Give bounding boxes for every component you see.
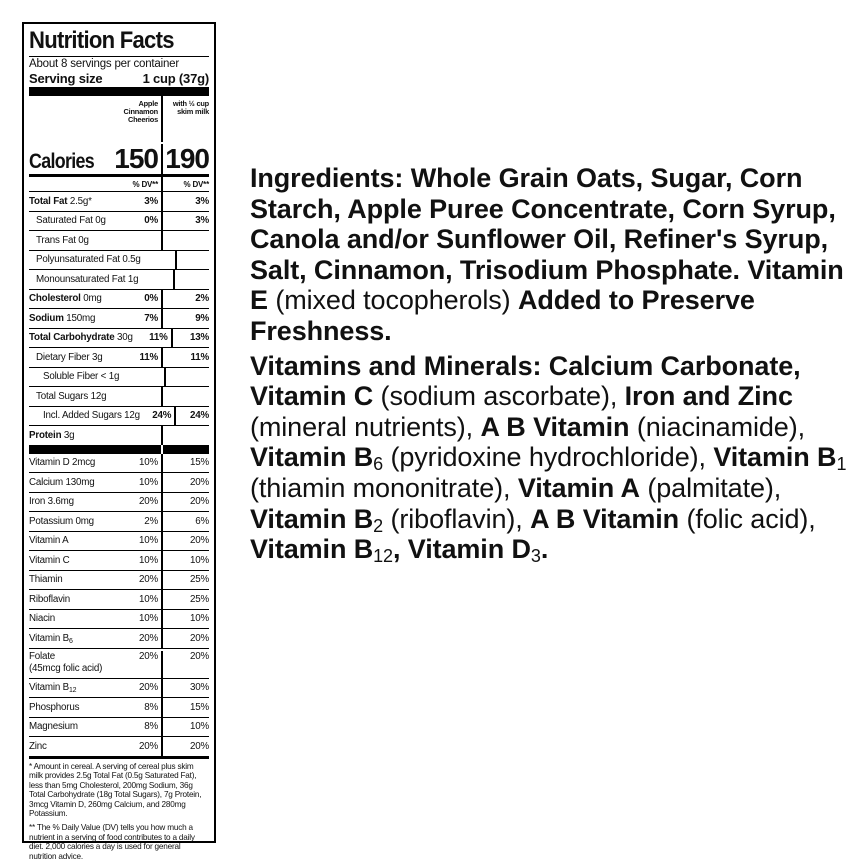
nutrient-row bbox=[29, 425, 209, 445]
vitamin-dv-cereal: 10% bbox=[114, 594, 161, 605]
vitamin-mineral-subscript: 1 bbox=[836, 454, 846, 474]
vitamin-name: Vitamin B bbox=[29, 633, 69, 644]
nutrient-dv-with-milk bbox=[164, 368, 209, 387]
nutrient-label bbox=[29, 430, 114, 441]
nutrient-row bbox=[29, 191, 209, 211]
vitamin-mineral-name: A B Vitamin bbox=[530, 504, 679, 534]
serving-size bbox=[29, 71, 209, 87]
vitamin-mineral-subscript: 2 bbox=[373, 516, 383, 536]
nutrient-rows bbox=[29, 191, 209, 445]
calories-label: Calories bbox=[29, 150, 101, 174]
vitamins-minerals-paragraph bbox=[250, 351, 850, 565]
vitamin-name: Thiamin bbox=[29, 574, 62, 585]
serving-size-label: Serving size bbox=[29, 71, 102, 87]
vitamin-subscript: 12 bbox=[69, 687, 76, 694]
vitamin-dv-cereal: 10% bbox=[114, 477, 161, 488]
vitamin-name: Iron 3.6mg bbox=[29, 496, 74, 507]
vitamin-mineral-subscript: 6 bbox=[373, 454, 383, 474]
vitamin-row bbox=[29, 717, 209, 737]
column-header-cereal: Apple Cinnamon Cheerios bbox=[114, 96, 161, 142]
ingredients-end: Added to Preserve Freshness. bbox=[250, 285, 755, 346]
vitamin-label bbox=[29, 702, 114, 713]
vitamin-name: Folate bbox=[29, 651, 55, 662]
vitamin-mineral-name: Iron and Zinc bbox=[625, 381, 793, 411]
nutrient-row bbox=[29, 250, 209, 270]
vitamin-mineral-name: Vitamin B bbox=[250, 534, 373, 564]
nutrient-name: Sodium bbox=[29, 313, 64, 324]
vitamin-dv-with-milk: 20% bbox=[161, 737, 209, 756]
nutrient-label bbox=[29, 371, 119, 382]
vitamin-row bbox=[29, 609, 209, 629]
ingredients-paren: (mixed tocopherols) bbox=[275, 285, 510, 315]
vitamin-mineral-source: (palmitate), bbox=[647, 473, 781, 503]
nutrient-row bbox=[29, 386, 209, 406]
nutrition-facts-panel bbox=[22, 22, 216, 843]
nutrition-title: Nutrition Facts bbox=[29, 26, 195, 56]
vitamin-label bbox=[29, 574, 114, 585]
nutrient-label bbox=[29, 215, 114, 226]
vitamin-name: Vitamin D 2mcg bbox=[29, 457, 95, 468]
nutrient-amount: Soluble Fiber < 1g bbox=[43, 371, 119, 382]
nutrient-dv-with-milk bbox=[173, 270, 209, 289]
vitamin-subscript: 6 bbox=[69, 638, 73, 645]
nutrient-name: Protein bbox=[29, 430, 61, 441]
nutrient-amount: Saturated Fat 0g bbox=[36, 215, 106, 226]
vitamin-mineral-source: (riboflavin), bbox=[390, 504, 522, 534]
vitamin-dv-cereal: 20% bbox=[114, 651, 161, 662]
nutrient-label bbox=[29, 391, 114, 402]
vitamin-label bbox=[29, 682, 114, 693]
nutrient-amount: 2.5g* bbox=[67, 196, 91, 207]
vitamin-row bbox=[29, 628, 209, 648]
vitamin-label bbox=[29, 721, 114, 732]
nutrient-dv-cereal: 7% bbox=[114, 313, 161, 324]
nutrient-amount: Incl. Added Sugars 12g bbox=[43, 410, 140, 421]
vitamin-dv-cereal: 2% bbox=[114, 516, 161, 527]
nutrient-dv-cereal: 11% bbox=[114, 352, 161, 363]
nutrient-row bbox=[29, 269, 209, 289]
vitamin-note: (45mcg folic acid) bbox=[29, 663, 102, 674]
vitamin-dv-cereal: 20% bbox=[114, 496, 161, 507]
vitamin-dv-cereal: 10% bbox=[114, 457, 161, 468]
vitamin-mineral-source: (thiamin mononitrate), bbox=[250, 473, 510, 503]
vitamin-label bbox=[29, 555, 114, 566]
nutrient-dv-with-milk: 9% bbox=[161, 309, 209, 328]
vitamin-dv-with-milk: 20% bbox=[161, 473, 209, 492]
vitamin-row bbox=[29, 472, 209, 492]
vitamin-dv-cereal: 10% bbox=[114, 535, 161, 546]
vitamin-name: Potassium 0mg bbox=[29, 516, 94, 527]
vitamin-dv-cereal: 8% bbox=[114, 702, 161, 713]
footnote-amount: * Amount in cereal. A serving of cereal plus skim milk provides 2.5g Total Fat (0.5g Saturated Fat), less than 5mg Cholesterol, 200mg Sodium, 36g Total Carbohydrate (18g Total Sugars), 7g Protein, 3mcg Vitamin D, 260mg Calcium, and 280mg Potassium. bbox=[29, 762, 209, 820]
vitamin-mineral-source: (sodium ascorbate), bbox=[381, 381, 618, 411]
nutrient-label bbox=[29, 410, 140, 421]
vitamin-rows bbox=[29, 454, 209, 756]
vitamin-dv-cereal: 10% bbox=[114, 555, 161, 566]
vitamin-label bbox=[29, 613, 114, 624]
nutrient-amount: Polyunsaturated Fat 0.5g bbox=[36, 254, 141, 265]
vitamin-row bbox=[29, 511, 209, 531]
vitamin-mineral-subscript: 3 bbox=[531, 546, 541, 566]
vitamin-mineral-name: , Vitamin D bbox=[393, 534, 531, 564]
nutrient-row bbox=[29, 230, 209, 250]
vitamin-mineral-subscript: 12 bbox=[373, 546, 393, 566]
vitamin-name: Vitamin B bbox=[29, 682, 69, 693]
vitamin-mineral-name: Vitamin B bbox=[713, 442, 836, 472]
vitamin-label bbox=[29, 633, 114, 644]
serving-size-value: 1 cup (37g) bbox=[143, 71, 209, 87]
vitamins-minerals-heading: Vitamins and Minerals: bbox=[250, 351, 541, 381]
vitamin-row bbox=[29, 550, 209, 570]
vitamin-row bbox=[29, 589, 209, 609]
nutrient-amount: Total Sugars 12g bbox=[36, 391, 106, 402]
vitamin-name: Vitamin A bbox=[29, 535, 68, 546]
nutrient-amount: 30g bbox=[115, 332, 133, 343]
vitamin-mineral-name: Calcium Carbonate, Vitamin C bbox=[250, 351, 801, 412]
nutrient-row bbox=[29, 347, 209, 367]
vitamin-row bbox=[29, 454, 209, 473]
nutrient-row bbox=[29, 328, 209, 348]
vitamin-row bbox=[29, 648, 209, 678]
vitamin-label bbox=[29, 516, 114, 527]
calories-with-milk: 190 bbox=[161, 144, 209, 174]
ingredients-paragraph bbox=[250, 163, 850, 347]
vitamin-dv-with-milk: 15% bbox=[161, 454, 209, 473]
vitamin-dv-cereal: 20% bbox=[114, 633, 161, 644]
vitamin-mineral-source: (mineral nutrients), bbox=[250, 412, 473, 442]
vitamin-dv-cereal: 20% bbox=[114, 574, 161, 585]
vitamin-mineral-end: . bbox=[541, 534, 548, 564]
nutrient-dv-cereal: 3% bbox=[114, 196, 161, 207]
vitamin-row bbox=[29, 678, 209, 698]
vitamin-mineral-name: Vitamin A bbox=[518, 473, 640, 503]
nutrient-row bbox=[29, 289, 209, 309]
vitamin-dv-with-milk: 10% bbox=[161, 718, 209, 737]
vitamin-label bbox=[29, 496, 114, 507]
nutrient-dv-cereal: 11% bbox=[133, 332, 171, 343]
footnote-daily-value: ** The % Daily Value (DV) tells you how much a nutrient in a serving of food contributes to a daily diet. 2,000 calories a day is used for general nutrition advice. bbox=[29, 823, 209, 861]
nutrient-dv-cereal: 24% bbox=[140, 410, 174, 421]
nutrient-dv-with-milk: 3% bbox=[161, 212, 209, 231]
nutrient-row bbox=[29, 406, 209, 426]
vitamin-dv-with-milk: 20% bbox=[161, 493, 209, 512]
vitamin-dv-cereal: 10% bbox=[114, 613, 161, 624]
nutrient-label bbox=[29, 254, 141, 265]
nutrient-row bbox=[29, 308, 209, 328]
nutrient-dv-cereal: 0% bbox=[114, 293, 161, 304]
vitamin-row bbox=[29, 492, 209, 512]
nutrient-dv-with-milk: 3% bbox=[161, 192, 209, 211]
vitamin-dv-with-milk: 30% bbox=[161, 679, 209, 698]
nutrient-dv-with-milk bbox=[161, 231, 209, 250]
vitamin-dv-with-milk: 10% bbox=[161, 610, 209, 629]
ingredients-heading: Ingredients: bbox=[250, 163, 403, 193]
vitamin-row bbox=[29, 697, 209, 717]
vitamin-divider bbox=[29, 445, 209, 454]
vitamin-mineral-source: (niacinamide), bbox=[637, 412, 805, 442]
nutrient-name: Total Fat bbox=[29, 196, 67, 207]
nutrient-label bbox=[29, 313, 114, 324]
nutrient-name: Total Carbohydrate bbox=[29, 332, 115, 343]
vitamin-label bbox=[29, 535, 114, 546]
calories-row bbox=[29, 142, 209, 174]
vitamin-mineral-source: (folic acid), bbox=[686, 504, 815, 534]
vitamin-dv-cereal: 8% bbox=[114, 721, 161, 732]
nutrient-dv-with-milk bbox=[175, 251, 209, 270]
vitamin-mineral-source: (pyridoxine hydrochloride), bbox=[390, 442, 705, 472]
vitamin-name: Niacin bbox=[29, 613, 55, 624]
nutrient-label bbox=[29, 332, 133, 343]
vitamin-dv-cereal: 20% bbox=[114, 741, 161, 752]
nutrient-label bbox=[29, 274, 138, 285]
vitamin-row bbox=[29, 736, 209, 756]
nutrient-dv-with-milk: 13% bbox=[171, 329, 209, 348]
vitamin-dv-with-milk: 6% bbox=[161, 512, 209, 531]
nutrient-dv-with-milk: 2% bbox=[161, 290, 209, 309]
nutrient-dv-with-milk: 24% bbox=[174, 407, 209, 426]
column-headers bbox=[29, 96, 209, 142]
footnotes bbox=[29, 759, 209, 861]
vitamin-row bbox=[29, 570, 209, 590]
nutrient-amount: 0mg bbox=[81, 293, 102, 304]
vitamin-label bbox=[29, 651, 114, 675]
vitamin-name: Calcium 130mg bbox=[29, 477, 94, 488]
vitamin-row bbox=[29, 531, 209, 551]
vitamin-name: Phosphorus bbox=[29, 702, 79, 713]
vitamin-label bbox=[29, 477, 114, 488]
nutrient-dv-with-milk bbox=[161, 426, 209, 445]
vitamin-dv-with-milk: 10% bbox=[161, 551, 209, 570]
vitamin-label bbox=[29, 741, 114, 752]
vitamin-mineral-name: Vitamin B bbox=[250, 504, 373, 534]
nutrient-amount: 3g bbox=[61, 430, 74, 441]
vitamin-name: Magnesium bbox=[29, 721, 78, 732]
ingredients-block bbox=[250, 163, 850, 569]
ingredients-list: Whole Grain Oats, Sugar, Corn Starch, Apple Puree Concentrate, Corn Syrup, Canola and/or Sunflower Oil, Refiner's Syrup, Salt, Cinnamon, Trisodium Phosphate. Vitamin E bbox=[250, 163, 844, 315]
vitamin-dv-with-milk: 20% bbox=[161, 651, 209, 678]
vitamin-name: Riboflavin bbox=[29, 594, 70, 605]
nutrient-amount: Dietary Fiber 3g bbox=[36, 352, 103, 363]
nutrient-row bbox=[29, 367, 209, 387]
nutrient-dv-with-milk bbox=[161, 387, 209, 406]
vitamin-mineral-name: A B Vitamin bbox=[480, 412, 629, 442]
vitamin-name: Zinc bbox=[29, 741, 47, 752]
column-header-with-milk: with ½ cup skim milk bbox=[161, 96, 209, 142]
nutrient-name: Cholesterol bbox=[29, 293, 81, 304]
nutrient-label bbox=[29, 293, 114, 304]
vitamin-label bbox=[29, 594, 114, 605]
vitamin-mineral-name: Vitamin B bbox=[250, 442, 373, 472]
nutrient-amount: Monounsaturated Fat 1g bbox=[36, 274, 138, 285]
nutrient-label bbox=[29, 235, 114, 246]
nutrient-dv-with-milk: 11% bbox=[161, 348, 209, 367]
vitamin-dv-with-milk: 20% bbox=[161, 629, 209, 648]
vitamin-label bbox=[29, 457, 114, 468]
nutrient-amount: 150mg bbox=[64, 313, 95, 324]
vitamin-dv-with-milk: 25% bbox=[161, 590, 209, 609]
nutrient-amount: Trans Fat 0g bbox=[36, 235, 89, 246]
vitamin-name: Vitamin C bbox=[29, 555, 70, 566]
vitamin-dv-cereal: 20% bbox=[114, 682, 161, 693]
nutrient-label bbox=[29, 196, 114, 207]
nutrient-row bbox=[29, 211, 209, 231]
calories-cereal: 150 bbox=[114, 144, 161, 174]
vitamin-dv-with-milk: 25% bbox=[161, 571, 209, 590]
daily-value-header: % DV** % DV** bbox=[29, 177, 209, 191]
vitamin-dv-with-milk: 20% bbox=[161, 532, 209, 551]
nutrient-label bbox=[29, 352, 114, 363]
vitamin-dv-with-milk: 15% bbox=[161, 698, 209, 717]
nutrient-dv-cereal: 0% bbox=[114, 215, 161, 226]
servings-per-container: About 8 servings per container bbox=[29, 57, 209, 71]
